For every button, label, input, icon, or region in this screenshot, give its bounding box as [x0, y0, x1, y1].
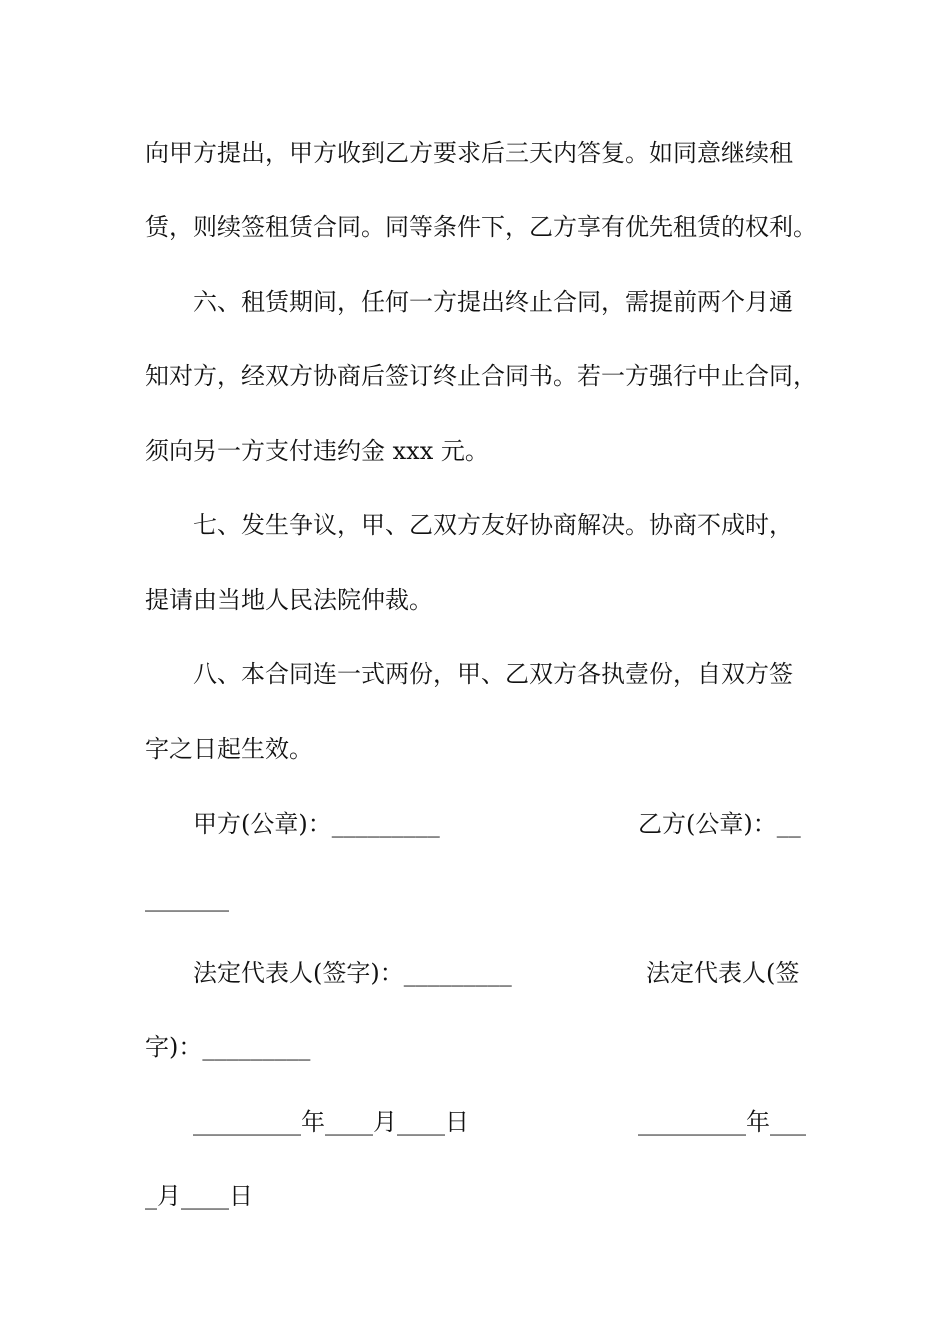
party-b-seal-field: 乙方(公章)：__ [638, 810, 801, 838]
body-line-1: 向甲方提出，甲方收到乙方要求后三天内答复。如同意继续租 [145, 139, 793, 167]
party-b-date-field-continued: _月____日 [145, 1182, 253, 1210]
party-b-representative-field-continued: 字)：_________ [145, 1033, 311, 1061]
clause-six-line-2: 知对方，经双方协商后签订终止合同书。若一方强行中止合同， [145, 362, 817, 390]
clause-six-line-1: 六、租赁期间，任何一方提出终止合同，需提前两个月通 [193, 288, 793, 316]
clause-eight-line-1: 八、本合同连一式两份，甲、乙双方各执壹份，自双方签 [193, 660, 793, 688]
party-a-date-field: _________年____月____日 [193, 1108, 469, 1136]
clause-six-line-3: 须向另一方支付违约金 xxx 元。 [145, 437, 489, 465]
party-a-seal-field: 甲方(公章)：_________ [193, 810, 440, 838]
clause-seven-line-1: 七、发生争议，甲、乙双方友好协商解决。协商不成时， [193, 511, 793, 539]
clause-eight-line-2: 字之日起生效。 [145, 735, 313, 763]
party-a-representative-field: 法定代表人(签字)：_________ [193, 959, 512, 987]
clause-seven-line-2: 提请由当地人民法院仲裁。 [145, 586, 433, 614]
party-b-date-field: _________年___ [638, 1108, 806, 1136]
body-line-2: 赁，则续签租赁合同。同等条件下，乙方享有优先租赁的权利。 [145, 213, 817, 241]
party-b-seal-field-continued: _______ [145, 884, 229, 912]
party-b-representative-field: 法定代表人(签 [646, 959, 800, 987]
